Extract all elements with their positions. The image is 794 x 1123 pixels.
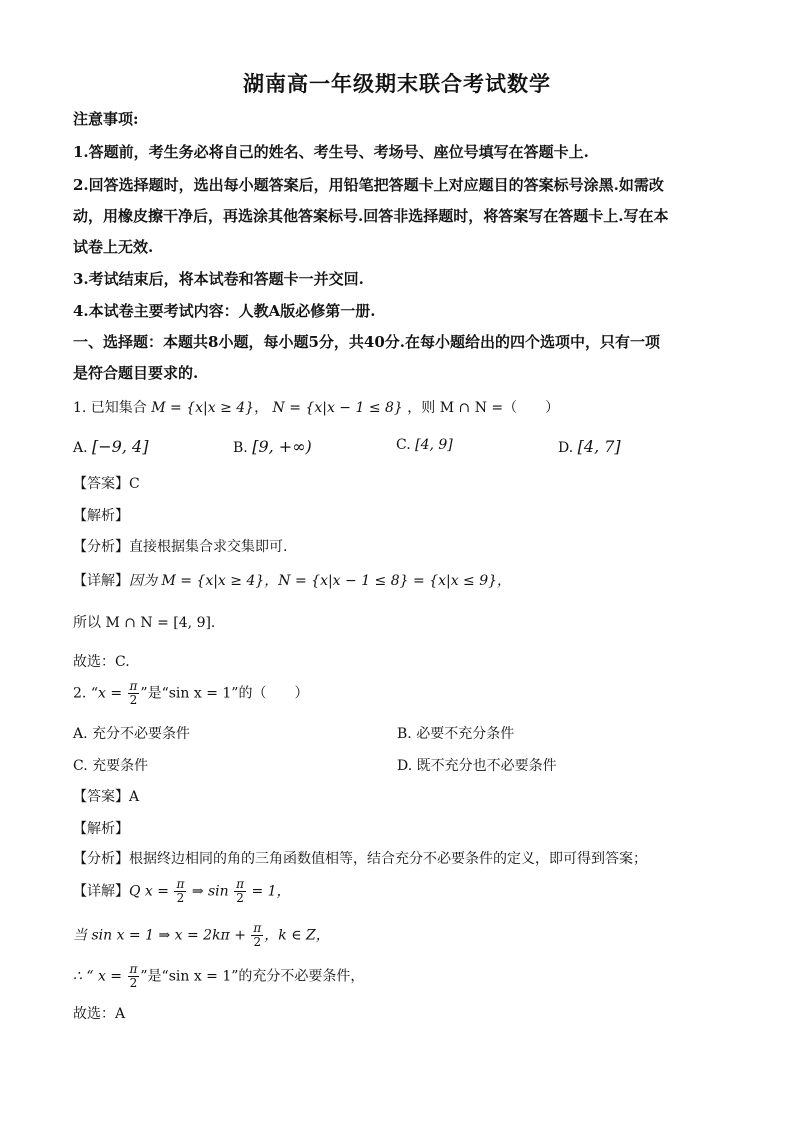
q2-number: 2. (73, 685, 87, 702)
q1-answer-label: 【答案】 (73, 476, 129, 492)
notice-item-2-cont: 动，用橡皮擦干净后，再选涂其他答案标号.回答非选择题时，将答案写在答题卡上.写在本 (73, 207, 669, 225)
notice-item-1: 1.答题前，考生务必将自己的姓名、考生号、考场号、座位号填写在答题卡上. (73, 143, 589, 161)
q1-option-a: A. [−9, 4] (73, 437, 149, 456)
q2-answer-label: 【答案】 (73, 789, 129, 805)
q2-option-d: D. 既不充分也不必要条件 (397, 758, 557, 774)
q2-stem (73, 680, 723, 707)
q2-detail-line2: 当 sin x = 1 ⇒ x = 2kπ + $\frac{\pi}{2}$ ，k ∈ Z， (73, 921, 330, 949)
q1-option-c: C. [4, 9] (396, 437, 453, 453)
q2-fenxi-text: 根据终边相同的角的三角函数值相等，结合充分不必要条件的定义，即可得到答案； (129, 851, 647, 867)
q1-fenxi-label: 【分析】 (73, 539, 129, 555)
q2-detail-frac-2: $\frac{\pi}{2}$ (236, 877, 245, 905)
q2-detail-frac-3: $\frac{\pi}{2}$ (253, 921, 262, 949)
q1-fenxi (73, 536, 723, 556)
notice-item-3: 3.考试结束后，将本试卷和答题卡一并交回. (73, 270, 364, 288)
q2-answer-value: A (129, 789, 140, 805)
q2-option-c: C. 充要条件 (73, 758, 149, 774)
notice-item-4: 4.本试卷主要考试内容：人教A版必修第一册. (73, 302, 376, 320)
q1-sep: ， (254, 400, 269, 416)
q1-option-d: D. [4, 7] (558, 437, 621, 456)
notice-item-2-end: 试卷上无效. (73, 238, 154, 256)
q1-ask: ，则 M ∩ N =（ ） (407, 400, 560, 416)
notice-heading: 注意事项: (73, 110, 139, 128)
q1-detail-label: 【详解】 (73, 573, 129, 589)
page-title: 湖南高一年级期末联合考试数学 (243, 71, 551, 96)
q2-option-b: B. 必要不充分条件 (397, 726, 515, 742)
q1-answer-value: C (129, 476, 140, 492)
q2-fraction-pi-over-2: $\frac{\pi}{2}$ (129, 679, 138, 707)
q2-stem-tail: ”是“sin x = 1”的（ ） (140, 685, 309, 702)
q2-quote-open: “ (90, 685, 98, 702)
q1-detail (73, 570, 723, 590)
q1-stem (73, 397, 723, 417)
q2-choose: 故选：A (73, 1006, 126, 1022)
q2-answer (73, 786, 723, 806)
q2-detail-frac-4: $\frac{\pi}{2}$ (129, 962, 138, 990)
q2-analysis-label: 【解析】 (73, 821, 129, 837)
q1-prefix: 1. 已知集合 (73, 400, 147, 416)
q1-detail-text: 因为 M = {x|x ≥ 4}，N = {x|x − 1 ≤ 8} = {x|x ≤ 9}， (129, 573, 512, 589)
section-heading-line1: 一、选择题：本题共8小题，每小题5分，共40分.在每小题给出的四个选项中，只有一项 (73, 333, 660, 351)
q1-set-n: N = {x|x − 1 ≤ 8} (272, 400, 403, 416)
q1-choose: 故选：C. (73, 654, 130, 670)
q1-analysis-label: 【解析】 (73, 508, 129, 524)
q2-fenxi (73, 848, 723, 868)
q2-fenxi-label: 【分析】 (73, 851, 129, 867)
section-heading-line2: 是符合题目要求的. (73, 364, 199, 382)
q1-answer (73, 473, 723, 493)
q1-conclusion: 所以 M ∩ N = [4, 9]. (73, 615, 216, 631)
q2-detail-line3: ∴ “ x = $\frac{\pi}{2}$ ”是“sin x = 1”的充分不必要条件， (73, 962, 365, 990)
q2-detail-frac-1: $\frac{\pi}{2}$ (176, 877, 185, 905)
q2-detail-line1: 【详解】Q x = $\frac{\pi}{2}$ ⇒ sin $\frac{\pi}{2}$ = 1， (73, 877, 291, 905)
q2-x-eq: x = (97, 685, 123, 702)
q1-set-m: M = {x|x ≥ 4} (151, 400, 255, 416)
q2-detail-label: 【详解】 (73, 883, 129, 900)
q1-fenxi-text: 直接根据集合求交集即可. (129, 539, 288, 555)
q2-option-a: A. 充分不必要条件 (73, 726, 191, 742)
q1-option-b: B. [9, +∞) (233, 437, 312, 456)
notice-item-2: 2.回答选择题时，选出每小题答案后，用铅笔把答题卡上对应题目的答案标号涂黑.如需改 (73, 176, 664, 194)
